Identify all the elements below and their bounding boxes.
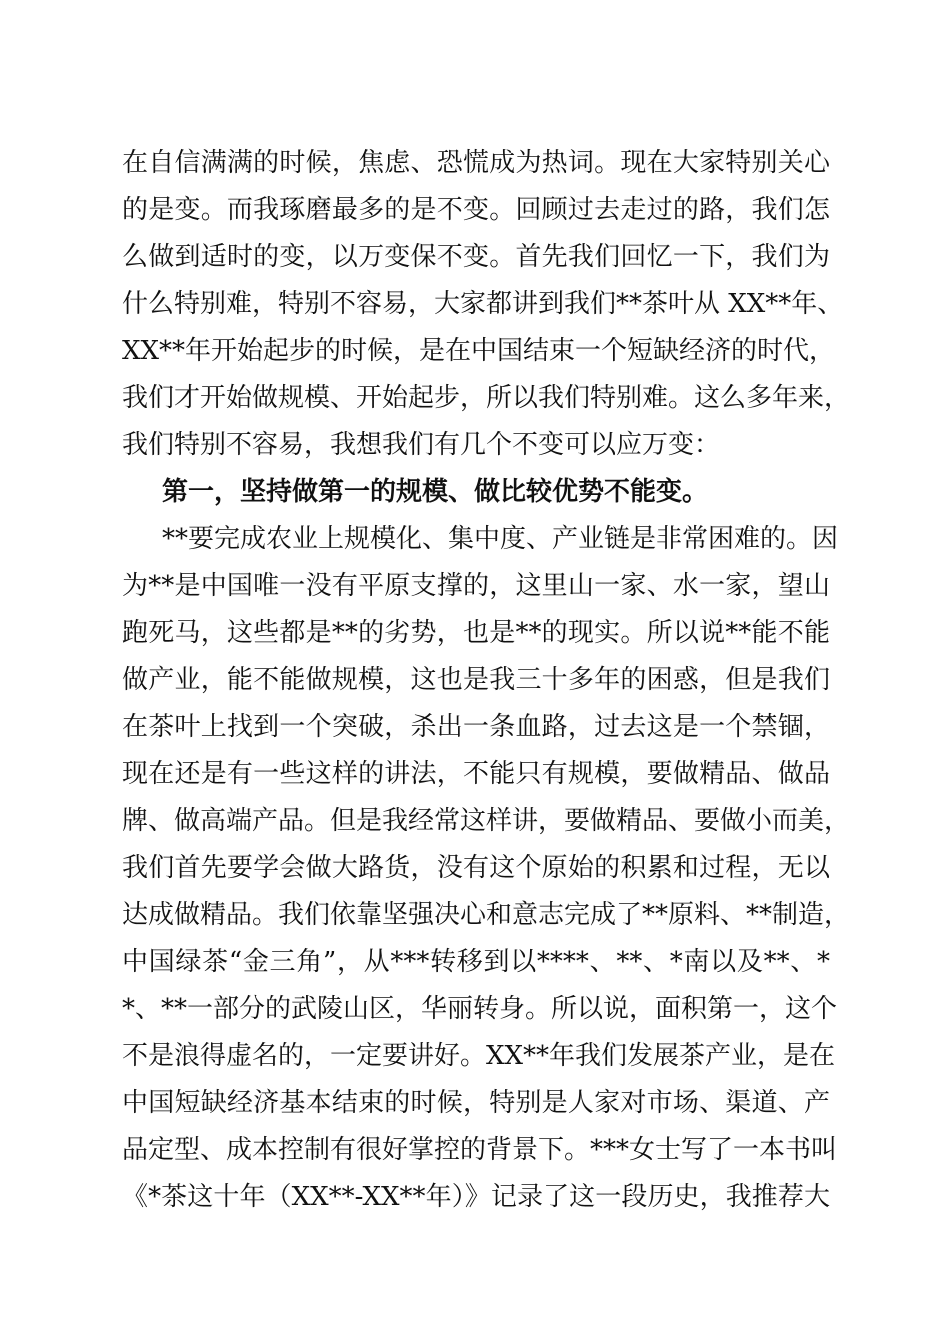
paragraph-3-line-10: 中国绿茶“金三角”，从***转移到以****、**、*南以及**、* xyxy=(122,947,830,977)
paragraph-3-line-9: 达成做精品。我们依靠坚强决心和意志完成了**原料、**制造， xyxy=(122,900,851,930)
paragraph-1-line-1: 在自信满满的时候，焦虑、恐慌成为热词。现在大家特别关心 xyxy=(122,148,830,178)
paragraph-3-line-1: **要完成农业上规模化、集中度、产业链是非常困难的。因 xyxy=(162,524,839,554)
paragraph-3-line-6: 现在还是有一些这样的讲法，不能只有规模，要做精品、做品 xyxy=(122,759,830,789)
paragraph-3-line-2: 为**是中国唯一没有平原支撑的，这里山一家、水一家，望山 xyxy=(122,571,830,601)
paragraph-3-line-5: 在茶叶上找到一个突破，杀出一条血路，过去这是一个禁锢， xyxy=(122,712,830,742)
section-heading: 第一，坚持做第一的规模、做比较优势不能变。 xyxy=(162,477,709,507)
paragraph-1-line-7: 我们特别不容易，我想我们有几个不变可以应万变： xyxy=(122,430,721,460)
paragraph-1-line-6: 我们才开始做规模、开始起步，所以我们特别难。这么多年来， xyxy=(122,383,851,413)
paragraph-3-line-14: 品定型、成本控制有很好掌控的背景下。***女士写了一本书叫 xyxy=(122,1135,838,1165)
paragraph-1-line-3: 么做到适时的变，以万变保不变。首先我们回忆一下，我们为 xyxy=(122,242,830,272)
paragraph-3-line-15: 《*茶这十年（XX**-XX**年）》记录了这一段历史，我推荐大 xyxy=(122,1182,830,1212)
paragraph-3-line-3: 跑死马，这些都是**的劣势，也是**的现实。所以说**能不能 xyxy=(122,618,830,648)
paragraph-1-line-2: 的是变。而我琢磨最多的是不变。回顾过去走过的路，我们怎 xyxy=(122,195,830,225)
paragraph-3-line-7: 牌、做高端产品。但是我经常这样讲，要做精品、要做小而美， xyxy=(122,806,851,836)
paragraph-1-line-5: XX**年开始起步的时候，是在中国结束一个短缺经济的时代， xyxy=(122,336,836,366)
document-body xyxy=(122,140,851,1221)
paragraph-3-line-13: 中国短缺经济基本结束的时候，特别是人家对市场、渠道、产 xyxy=(122,1088,830,1118)
paragraph-3-line-4: 做产业，能不能做规模，这也是我三十多年的困惑，但是我们 xyxy=(122,665,830,695)
paragraph-3-line-12: 不是浪得虚名的，一定要讲好。XX**年我们发展茶产业，是在 xyxy=(122,1041,836,1071)
paragraph-3-line-11: *、**一部分的武陵山区，华丽转身。所以说，面积第一，这个 xyxy=(122,994,838,1024)
paragraph-3-line-8: 我们首先要学会做大路货，没有这个原始的积累和过程，无以 xyxy=(122,853,830,883)
paragraph-1-line-4: 什么特别难，特别不容易，大家都讲到我们**茶叶从 XX**年、 xyxy=(122,289,844,319)
